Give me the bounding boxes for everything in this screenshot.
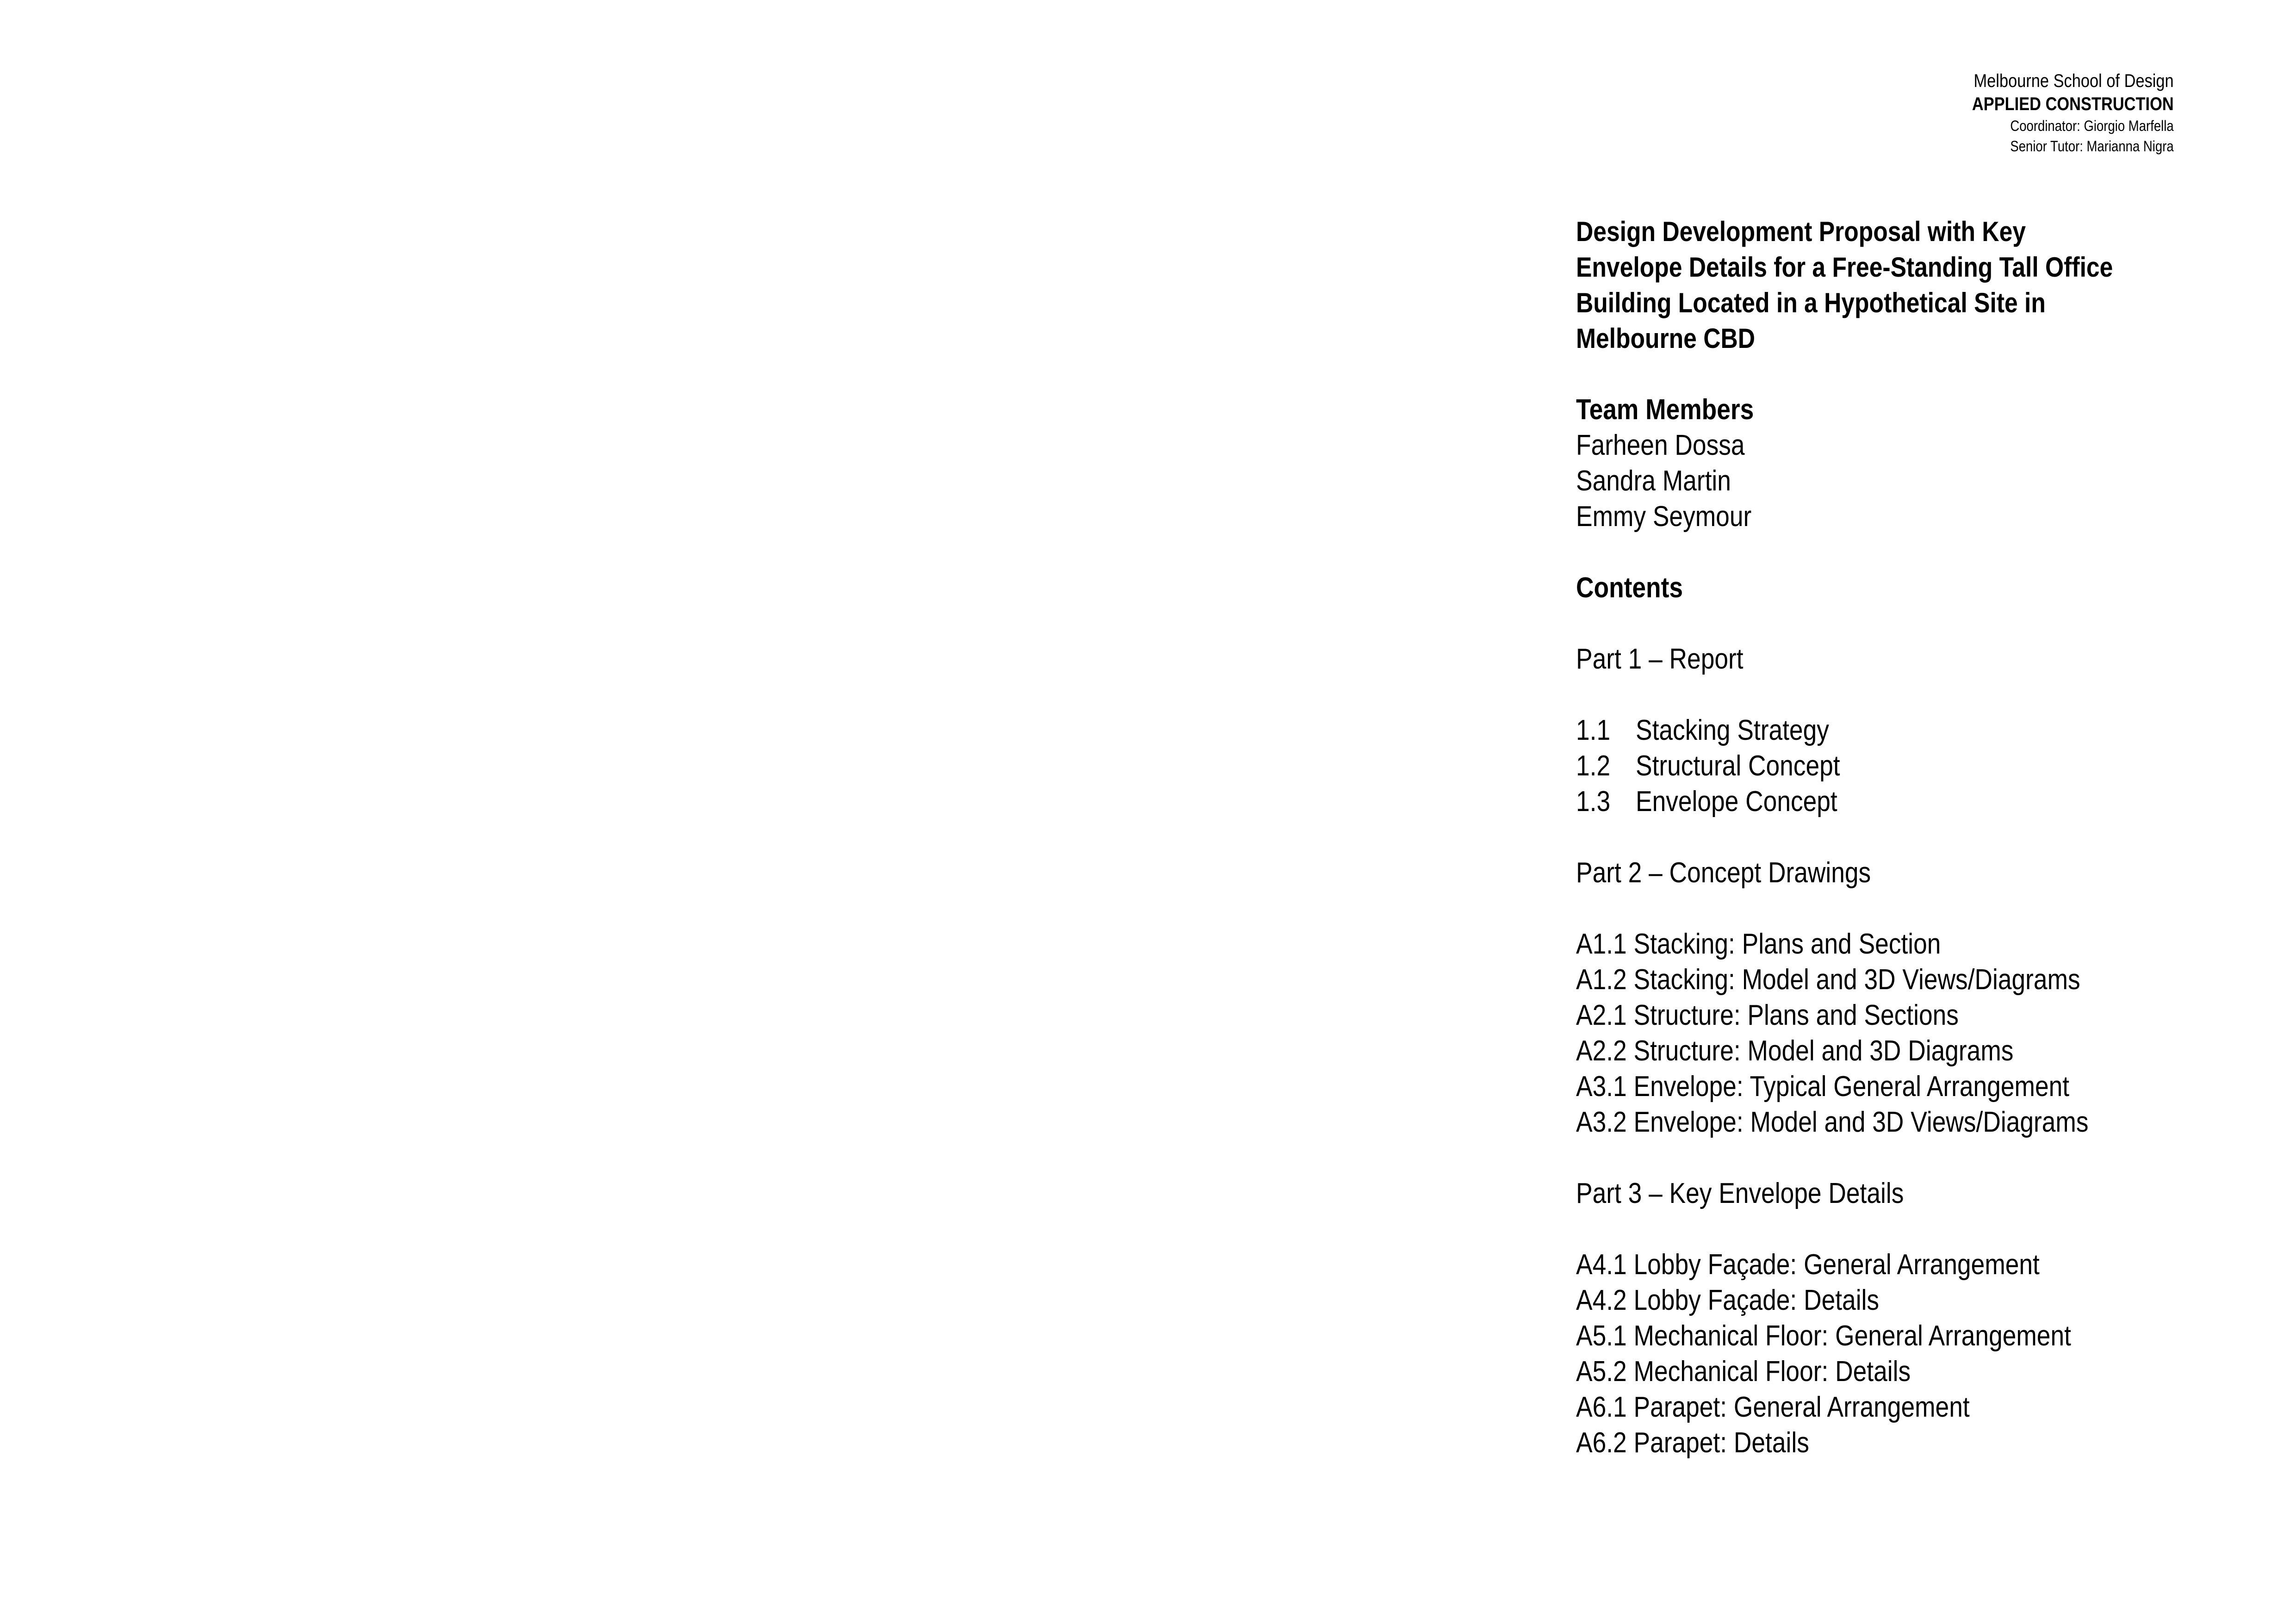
contents-item: A4.2 Lobby Façade: Details xyxy=(1576,1284,1880,1316)
part1-title: Part 1 – Report xyxy=(1576,643,1744,675)
item-number: 1.2 xyxy=(1576,750,1611,782)
contents-item: A6.1 Parapet: General Arrangement xyxy=(1576,1391,1970,1423)
course-name: APPLIED CONSTRUCTION xyxy=(1972,94,2174,114)
contents-item: A2.2 Structure: Model and 3D Diagrams xyxy=(1576,1035,2014,1067)
coordinator-line: Coordinator: Giorgio Marfella xyxy=(2010,118,2174,134)
contents-item: A3.1 Envelope: Typical General Arrangement xyxy=(1576,1071,2070,1103)
title-line: Envelope Details for a Free-Standing Tall Office xyxy=(1576,252,2113,283)
header-block xyxy=(1939,69,2174,156)
contents-item: A2.1 Structure: Plans and Sections xyxy=(1576,999,1959,1031)
team-section xyxy=(1576,392,2187,534)
item-label: Structural Concept xyxy=(1636,750,1840,782)
title-line: Melbourne CBD xyxy=(1576,323,1755,354)
document-title xyxy=(1576,214,2187,356)
contents-item: A5.1 Mechanical Floor: General Arrangement xyxy=(1576,1320,2071,1352)
contents-item xyxy=(1576,748,2101,784)
team-heading: Team Members xyxy=(1576,394,1754,426)
team-member: Sandra Martin xyxy=(1576,465,1731,497)
contents-item: A6.2 Parapet: Details xyxy=(1576,1427,1809,1459)
item-number: 1.3 xyxy=(1576,786,1611,818)
main-content xyxy=(1576,214,2187,1461)
title-line: Building Located in a Hypothetical Site in xyxy=(1576,287,2046,318)
contents-item: A4.1 Lobby Façade: General Arrangement xyxy=(1576,1249,2040,1281)
contents-item: A5.2 Mechanical Floor: Details xyxy=(1576,1356,1911,1388)
item-label: Envelope Concept xyxy=(1636,786,1837,818)
team-member: Emmy Seymour xyxy=(1576,501,1752,533)
contents-item: A1.1 Stacking: Plans and Section xyxy=(1576,928,1941,960)
contents-item xyxy=(1576,712,2101,748)
contents-item: A1.2 Stacking: Model and 3D Views/Diagrams xyxy=(1576,964,2080,996)
school-name: Melbourne School of Design xyxy=(1973,71,2174,91)
contents-item: A3.2 Envelope: Model and 3D Views/Diagrams xyxy=(1576,1106,2089,1138)
part3-title: Part 3 – Key Envelope Details xyxy=(1576,1177,1904,1209)
part2-title: Part 2 – Concept Drawings xyxy=(1576,857,1871,889)
contents-item xyxy=(1576,784,2101,819)
team-member: Farheen Dossa xyxy=(1576,429,1745,461)
contents-heading: Contents xyxy=(1576,572,1683,604)
contents-section xyxy=(1576,570,2187,1461)
item-number: 1.1 xyxy=(1576,714,1611,746)
senior-tutor-line: Senior Tutor: Marianna Nigra xyxy=(2010,138,2174,155)
title-line: Design Development Proposal with Key xyxy=(1576,216,2026,247)
item-label: Stacking Strategy xyxy=(1636,714,1829,746)
